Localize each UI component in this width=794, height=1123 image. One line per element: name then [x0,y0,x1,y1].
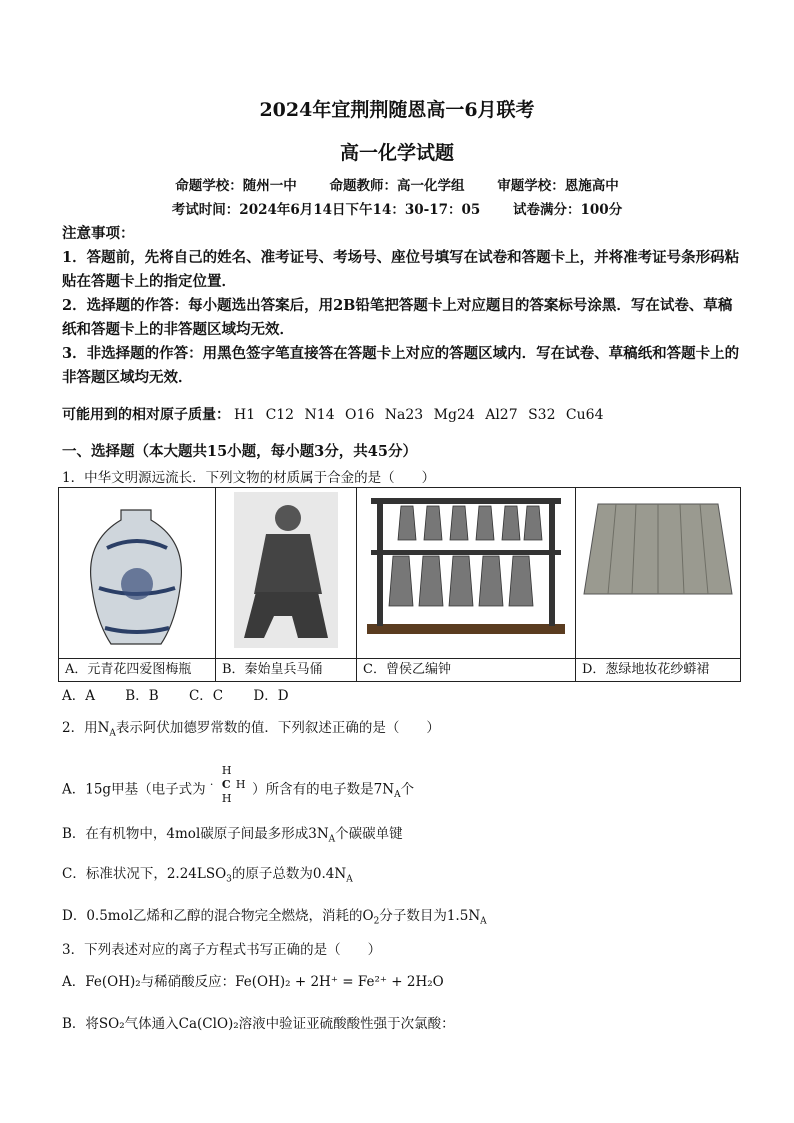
section-heading: 一、选择题（本大题共15小题，每小题3分，共45分） [62,443,417,460]
note-item-2: 2．选择题的作答：每小题选出答案后，用2B铅笔把答题卡上对应题目的答案标号涂黑．写在试卷、草稿纸和答题卡上的非答题区域均无效． [62,297,733,338]
note-item-1: 1．答题前，先将自己的姓名、准考证号、考场号、座位号填写在试卷和答题卡上，并将准考证号条形码粘贴在答题卡上的指定位置． [62,249,740,290]
meta-teacher: 命题教师：高一化学组 [329,178,465,194]
question-2-option-b: B．在有机物中，4mol碳原子间最多形成$3N_A$个碳碳单键 [62,826,403,845]
option-b: B．B [125,688,159,704]
artifact-image-bells [357,488,576,659]
meta-line-1 [0,174,794,194]
meta-line-2 [0,198,794,218]
caption-d: D．葱绿地妆花纱蟒裙 [576,659,741,682]
meta-school: 命题学校：随州一中 [175,178,297,194]
question-1-stem: 1．中华文明源远流长．下列文物的材质属于合金的是（ ） [62,470,436,486]
question-3-option-a: A．Fe(OH)₂与稀硝酸反应：Fe(OH)₂ + 2H⁺ = Fe²⁺ + 2H₂O [62,974,444,990]
option-c: C．C [188,688,224,704]
caption-c: C．曾侯乙编钟 [357,659,576,682]
artifact-image-skirt [576,488,741,659]
exam-title: 2024年宜荆荆随恩高一6月联考 [259,99,535,121]
question-2-stem: 2．用$N_A$表示阿伏加德罗常数的值．下列叙述正确的是（ ） [62,720,440,739]
atomic-masses-label: 可能用到的相对原子质量： [62,407,230,423]
meta-time: 考试时间：2024年6月14日下午14：30-17：05 [171,202,481,218]
caption-a: A．元青花四爱图梅瓶 [59,659,216,682]
meta-review: 审题学校：恩施高中 [497,178,619,194]
option-d: D．D [253,688,289,704]
artifact-image-vase [59,488,216,659]
atomic-masses-values: H1 C12 N14 O16 Na23 Mg24 Al27 S32 Cu64 [234,407,604,423]
skirt-image [576,488,740,654]
caption-b: B．秦始皇兵马俑 [216,659,357,682]
notes-heading: 注意事项： [62,225,135,242]
vase-image [59,488,215,654]
question-3-stem: 3．下列表述对应的离子方程式书写正确的是（ ） [62,942,382,958]
note-item-3: 3．非选择题的作答：用黑色签字笔直接答在答题卡上对应的答题区域内．写在试卷、草稿纸和答题卡上的非答题区域均无效． [62,345,740,386]
question-2-option-d: D．0.5mol乙烯和乙醇的混合物完全燃烧，消耗的$O_2$分子数目为$1.5N_A$ [62,908,487,927]
bells-image [357,488,575,654]
warrior-image [216,488,356,654]
exam-subtitle: 高一化学试题 [339,142,454,164]
meta-score: 试卷满分：100分 [513,202,623,218]
question-2-option-c: C．标准状况下，$2.24LSO_3$的原子总数为$0.4N_A$ [62,866,353,885]
question-2-option-a: A．15g甲基（电子式为 H · C H H ）所含有的电子数是$7N_A$个 [62,770,752,810]
methyl-electron-formula: H · C H H [209,764,246,805]
question-1-options [62,684,752,704]
question-3-option-b: B．将SO₂气体通入Ca(ClO)₂溶液中验证亚硫酸酸性强于次氯酸： [62,1016,455,1032]
artifact-image-warrior [216,488,357,659]
option-a: A．A [62,688,95,704]
artifact-table [58,487,741,682]
atomic-masses [62,404,603,424]
